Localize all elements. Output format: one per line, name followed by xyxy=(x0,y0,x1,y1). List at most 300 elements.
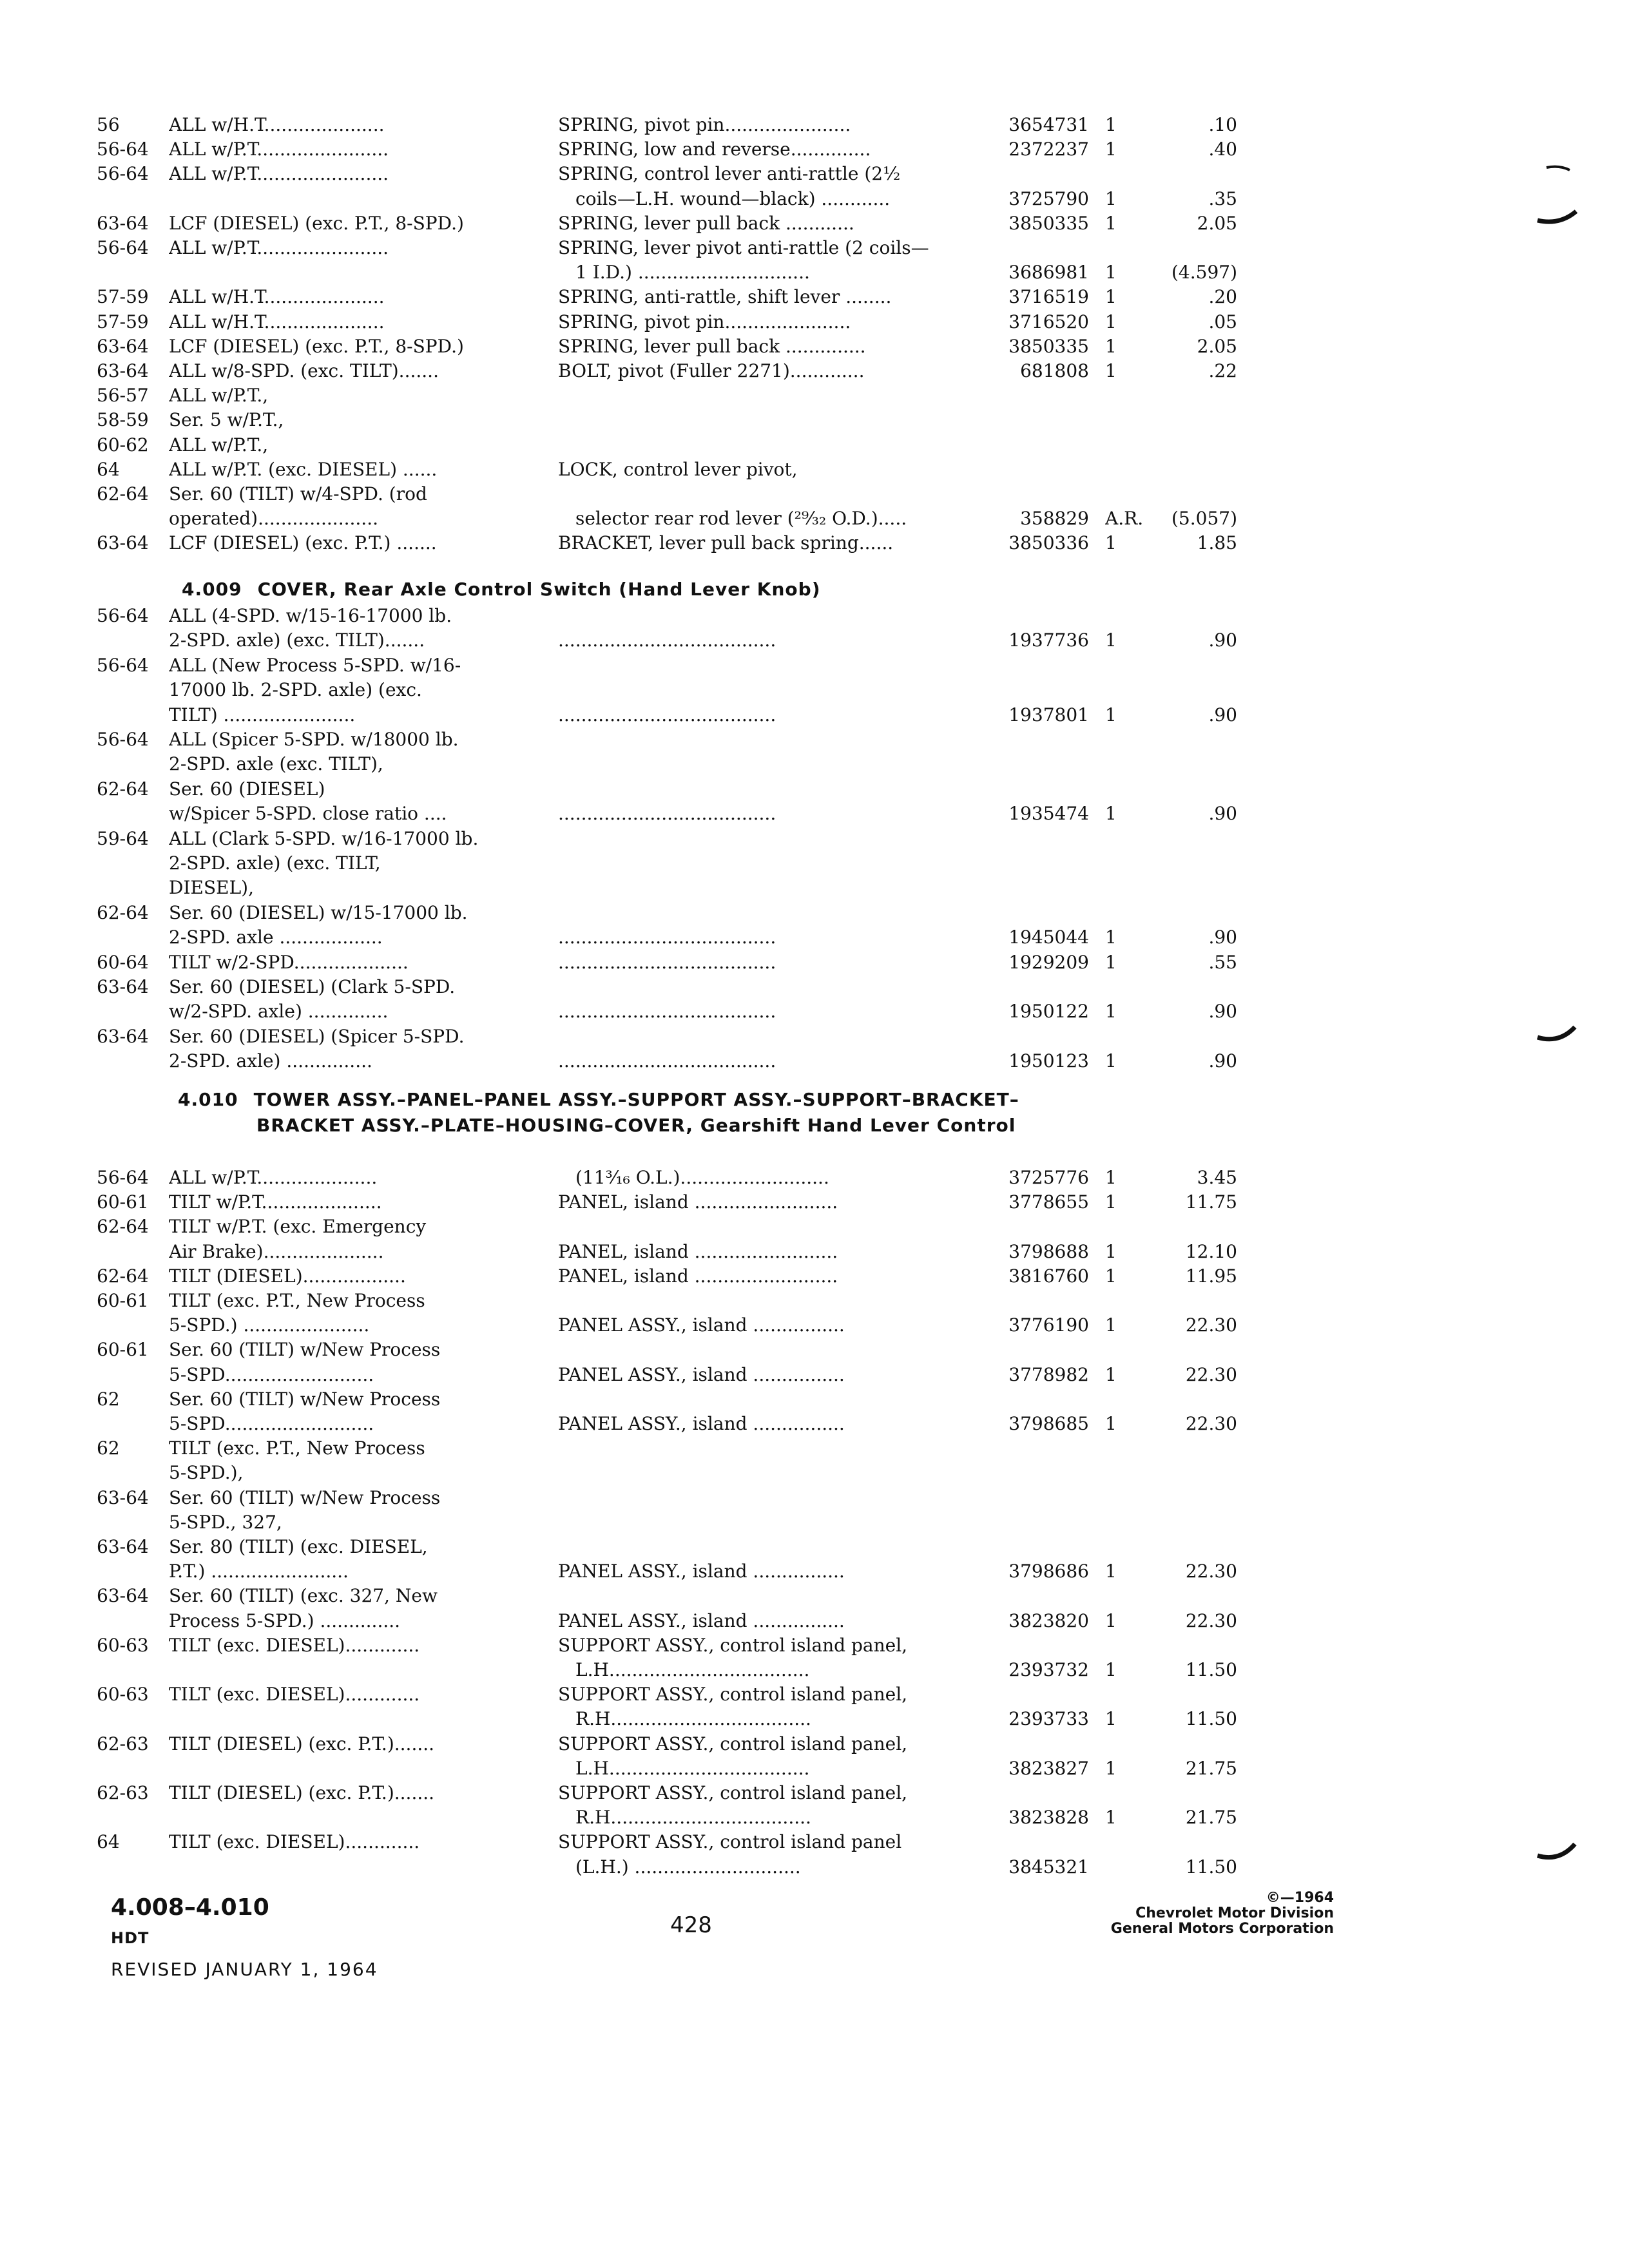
model-years: 63-64 xyxy=(97,532,149,554)
application: TILT (DIESEL).................. xyxy=(169,1265,406,1287)
application: ALL w/P.T....................... xyxy=(169,139,389,160)
catalog-row xyxy=(0,1166,1629,1192)
quantity: 1 xyxy=(1105,335,1117,357)
application: TILT w/2-SPD.................... xyxy=(169,951,409,973)
application: ALL w/P.T. (exc. DIESEL) ...... xyxy=(169,458,438,480)
quantity: 1 xyxy=(1105,114,1117,135)
application: ALL w/P.T., xyxy=(169,434,269,456)
catalog-row xyxy=(0,1707,1629,1733)
application: TILT) ....................... xyxy=(169,704,356,726)
part-number: 1935474 xyxy=(1008,803,1089,825)
part-description: SUPPORT ASSY., control island panel, xyxy=(558,1782,908,1803)
quantity: 1 xyxy=(1105,262,1117,284)
quantity: 1 xyxy=(1105,1265,1117,1287)
catalog-row xyxy=(0,1289,1629,1315)
quantity: 1 xyxy=(1105,139,1117,160)
catalog-row xyxy=(0,1683,1629,1709)
part-number: 1945044 xyxy=(1008,927,1089,948)
quantity: 1 xyxy=(1105,212,1117,234)
application: 17000 lb. 2-SPD. axle) (exc. xyxy=(169,679,422,701)
catalog-row xyxy=(0,507,1629,533)
quantity: 1 xyxy=(1105,704,1117,726)
part-number: 3850335 xyxy=(1008,335,1089,357)
application: TILT (DIESEL) (exc. P.T.)....... xyxy=(169,1782,435,1803)
part-description: BRACKET, lever pull back spring...... xyxy=(558,532,894,554)
catalog-row xyxy=(0,532,1629,557)
catalog-row xyxy=(0,778,1629,803)
part-number: 3823827 xyxy=(1008,1757,1089,1779)
price: 2.05 xyxy=(1197,335,1237,357)
catalog-row xyxy=(0,704,1629,729)
catalog-row xyxy=(0,951,1629,977)
section-number: 4.010 xyxy=(178,1089,238,1110)
part-number: 3850335 xyxy=(1008,212,1089,234)
catalog-row xyxy=(0,1634,1629,1660)
model-years: 60-62 xyxy=(97,434,149,456)
part-number: 3845321 xyxy=(1008,1856,1089,1878)
catalog-row xyxy=(0,975,1629,1001)
part-description: (L.H.) ............................. xyxy=(575,1856,801,1878)
part-description: coils—L.H. wound—black) ............ xyxy=(575,187,891,209)
catalog-row xyxy=(0,753,1629,778)
price: 1.85 xyxy=(1197,532,1237,554)
price: .90 xyxy=(1208,803,1237,825)
catalog-row xyxy=(0,1338,1629,1364)
price: .22 xyxy=(1208,360,1237,381)
footer-revised-date: REVISED JANUARY 1, 1964 xyxy=(111,1959,378,1980)
section-heading-4010-line2 xyxy=(256,1115,1016,1136)
quantity: 1 xyxy=(1105,187,1117,209)
catalog-row xyxy=(0,236,1629,262)
part-number: 3716520 xyxy=(1008,311,1089,332)
application: 5-SPD., 327, xyxy=(169,1511,282,1533)
application: ALL w/H.T..................... xyxy=(169,286,385,308)
price: .90 xyxy=(1208,1001,1237,1023)
price: 11.50 xyxy=(1185,1856,1237,1878)
model-years: 62-64 xyxy=(97,483,149,505)
application: ALL w/P.T..................... xyxy=(169,1167,378,1188)
catalog-row xyxy=(0,802,1629,828)
binder-mark-bottom xyxy=(1534,1830,1585,1869)
catalog-row xyxy=(0,187,1629,213)
page-number: 428 xyxy=(670,1912,712,1938)
quantity: 1 xyxy=(1105,286,1117,308)
quantity: 1 xyxy=(1105,1050,1117,1072)
price: .40 xyxy=(1208,139,1237,160)
application: Ser. 5 w/P.T., xyxy=(169,409,284,431)
part-number: 3725776 xyxy=(1008,1167,1089,1188)
catalog-row xyxy=(0,1658,1629,1684)
price: (5.057) xyxy=(1171,508,1237,530)
model-years: 62 xyxy=(97,1437,120,1459)
price: 22.30 xyxy=(1185,1413,1237,1434)
application: TILT (exc. DIESEL)............. xyxy=(169,1831,420,1853)
catalog-row xyxy=(0,1560,1629,1586)
model-years: 56-64 xyxy=(97,237,149,258)
catalog-row xyxy=(0,1782,1629,1807)
model-years: 63-64 xyxy=(97,335,149,357)
model-years: 62-64 xyxy=(97,901,149,923)
catalog-row xyxy=(0,1535,1629,1561)
part-description: LOCK, control lever pivot, xyxy=(558,458,798,480)
model-years: 56-57 xyxy=(97,385,149,407)
part-number: 3654731 xyxy=(1008,114,1089,135)
model-years: 62-63 xyxy=(97,1733,149,1754)
application: 5-SPD.......................... xyxy=(169,1413,374,1434)
application: TILT (exc. DIESEL)............. xyxy=(169,1634,420,1656)
catalog-row xyxy=(0,138,1629,164)
application: ALL w/8-SPD. (exc. TILT)....... xyxy=(169,360,439,381)
part-description: ...................................... xyxy=(558,803,776,825)
application: P.T.) ........................ xyxy=(169,1561,349,1582)
catalog-row xyxy=(0,1584,1629,1610)
price: .90 xyxy=(1208,629,1237,651)
part-number: 3850336 xyxy=(1008,532,1089,554)
quantity: 1 xyxy=(1105,1610,1117,1631)
model-years: 63-64 xyxy=(97,1536,149,1557)
application: LCF (DIESEL) (exc. P.T., 8-SPD.) xyxy=(169,212,464,234)
part-number: 3823820 xyxy=(1008,1610,1089,1631)
price: .55 xyxy=(1208,951,1237,973)
application: Ser. 60 (TILT) w/New Process xyxy=(169,1486,441,1508)
model-years: 62-63 xyxy=(97,1782,149,1803)
part-number: 3816760 xyxy=(1008,1265,1089,1287)
price: 22.30 xyxy=(1185,1561,1237,1582)
part-number: 1950122 xyxy=(1008,1001,1089,1023)
catalog-row xyxy=(0,1733,1629,1758)
part-description: SPRING, low and reverse.............. xyxy=(558,139,871,160)
price: .90 xyxy=(1208,927,1237,948)
part-number: 3686981 xyxy=(1008,262,1089,284)
application: Ser. 60 (TILT) w/4-SPD. (rod xyxy=(169,483,427,505)
model-years: 63-64 xyxy=(97,1486,149,1508)
part-number: 3823828 xyxy=(1008,1807,1089,1829)
part-description: PANEL ASSY., island ................ xyxy=(558,1610,845,1631)
part-description: SPRING, pivot pin...................... xyxy=(558,114,851,135)
catalog-row xyxy=(0,434,1629,459)
model-years: 56-64 xyxy=(97,729,149,750)
application: ALL (Clark 5-SPD. w/16-17000 lb. xyxy=(169,827,479,849)
quantity: 1 xyxy=(1105,1757,1117,1779)
catalog-row xyxy=(0,1025,1629,1051)
part-description: PANEL ASSY., island ................ xyxy=(558,1413,845,1434)
part-number: 3798688 xyxy=(1008,1240,1089,1262)
application: TILT (exc. P.T., New Process xyxy=(169,1437,425,1459)
footer-section-range: 4.008–4.010 xyxy=(111,1894,269,1921)
application: 2-SPD. axle) (exc. TILT)....... xyxy=(169,629,425,651)
price: 12.10 xyxy=(1185,1240,1237,1262)
part-number: 1937801 xyxy=(1008,704,1089,726)
section-heading-4009 xyxy=(182,579,820,600)
application: ALL w/H.T..................... xyxy=(169,311,385,332)
catalog-row xyxy=(0,458,1629,484)
application: ALL w/P.T....................... xyxy=(169,163,389,185)
quantity: 1 xyxy=(1105,360,1117,381)
quantity: 1 xyxy=(1105,311,1117,332)
catalog-row xyxy=(0,1831,1629,1856)
model-years: 57-59 xyxy=(97,311,149,332)
part-description: SUPPORT ASSY., control island panel, xyxy=(558,1733,908,1754)
model-years: 56-64 xyxy=(97,654,149,676)
part-description: L.H................................... xyxy=(575,1659,810,1680)
part-number: 2393732 xyxy=(1008,1659,1089,1680)
part-description: ...................................... xyxy=(558,927,776,948)
model-years: 62-64 xyxy=(97,1265,149,1287)
catalog-row xyxy=(0,1215,1629,1241)
application: LCF (DIESEL) (exc. P.T.) ....... xyxy=(169,532,437,554)
part-number: 681808 xyxy=(1020,360,1089,381)
part-description: L.H................................... xyxy=(575,1757,810,1779)
catalog-row xyxy=(0,1806,1629,1832)
quantity: 1 xyxy=(1105,1807,1117,1829)
part-number: 1950123 xyxy=(1008,1050,1089,1072)
quantity: 1 xyxy=(1105,951,1117,973)
quantity: 1 xyxy=(1105,1191,1117,1213)
footer-division: Chevrolet Motor Division xyxy=(1135,1905,1334,1921)
application: TILT (exc. P.T., New Process xyxy=(169,1290,425,1311)
price: 11.95 xyxy=(1185,1265,1237,1287)
application: w/2-SPD. axle) .............. xyxy=(169,1001,389,1023)
catalog-row xyxy=(0,901,1629,927)
model-years: 56-64 xyxy=(97,139,149,160)
catalog-row xyxy=(0,212,1629,238)
model-years: 60-61 xyxy=(97,1339,149,1361)
catalog-row xyxy=(0,1314,1629,1340)
catalog-row xyxy=(0,1511,1629,1537)
part-description: 1 I.D.) .............................. xyxy=(575,262,810,284)
model-years: 56-64 xyxy=(97,605,149,626)
part-number: 358829 xyxy=(1020,508,1089,530)
model-years: 63-64 xyxy=(97,1585,149,1607)
application: TILT w/P.T..................... xyxy=(169,1191,382,1213)
catalog-row xyxy=(0,311,1629,336)
price: 21.75 xyxy=(1185,1807,1237,1829)
quantity: 1 xyxy=(1105,803,1117,825)
section-heading-4010 xyxy=(178,1089,1019,1110)
catalog-row xyxy=(0,285,1629,311)
price: 11.75 xyxy=(1185,1191,1237,1213)
catalog-row xyxy=(0,335,1629,361)
part-number: 1929209 xyxy=(1008,951,1089,973)
application: Ser. 60 (DIESEL) xyxy=(169,778,325,800)
application: 2-SPD. axle) ............... xyxy=(169,1050,372,1072)
model-years: 60-61 xyxy=(97,1290,149,1311)
part-description: PANEL, island ......................... xyxy=(558,1265,838,1287)
model-years: 62-64 xyxy=(97,778,149,800)
part-number: 1937736 xyxy=(1008,629,1089,651)
part-description: ...................................... xyxy=(558,1050,776,1072)
part-description: PANEL ASSY., island ................ xyxy=(558,1363,845,1385)
catalog-row xyxy=(0,1050,1629,1075)
model-years: 60-63 xyxy=(97,1684,149,1706)
model-years: 56-64 xyxy=(97,1167,149,1188)
model-years: 60-64 xyxy=(97,951,149,973)
part-description: PANEL, island ......................... xyxy=(558,1191,838,1213)
price: 22.30 xyxy=(1185,1363,1237,1385)
application: Ser. 60 (DIESEL) (Clark 5-SPD. xyxy=(169,976,456,997)
application: ALL w/P.T., xyxy=(169,385,269,407)
price: (4.597) xyxy=(1171,262,1237,284)
part-description: PANEL, island ......................... xyxy=(558,1240,838,1262)
catalog-row xyxy=(0,728,1629,754)
part-number: 3798686 xyxy=(1008,1561,1089,1582)
catalog-row xyxy=(0,360,1629,385)
quantity: 1 xyxy=(1105,1413,1117,1434)
application: Ser. 80 (TILT) (exc. DIESEL, xyxy=(169,1536,428,1557)
part-number: 3778982 xyxy=(1008,1363,1089,1385)
quantity: 1 xyxy=(1105,927,1117,948)
catalog-row xyxy=(0,162,1629,188)
price: 2.05 xyxy=(1197,212,1237,234)
part-description: SPRING, lever pull back ............ xyxy=(558,212,854,234)
price: .35 xyxy=(1208,187,1237,209)
application: Air Brake)..................... xyxy=(169,1240,384,1262)
price: 3.45 xyxy=(1197,1167,1237,1188)
part-description: SUPPORT ASSY., control island panel xyxy=(558,1831,902,1853)
application: TILT (exc. DIESEL)............. xyxy=(169,1684,420,1706)
binder-mark-top xyxy=(1534,161,1585,232)
application: Process 5-SPD.) .............. xyxy=(169,1610,401,1631)
application: 5-SPD.) ...................... xyxy=(169,1314,370,1336)
catalog-row xyxy=(0,876,1629,902)
catalog-row xyxy=(0,1757,1629,1783)
catalog-row xyxy=(0,1191,1629,1216)
part-description: SPRING, lever pivot anti-rattle (2 coils— xyxy=(558,237,929,258)
model-years: 64 xyxy=(97,458,120,480)
model-years: 62-64 xyxy=(97,1216,149,1238)
model-years: 56-64 xyxy=(97,163,149,185)
catalog-row xyxy=(0,1437,1629,1463)
catalog-row xyxy=(0,1856,1629,1881)
application: 5-SPD.), xyxy=(169,1462,244,1484)
application: Ser. 60 (TILT) (exc. 327, New xyxy=(169,1585,438,1607)
application: operated)..................... xyxy=(169,508,379,530)
application: Ser. 60 (DIESEL) w/15-17000 lb. xyxy=(169,901,468,923)
section-title-line2: BRACKET ASSY.–PLATE–HOUSING–COVER, Gearshift Hand Lever Control xyxy=(256,1115,1016,1136)
part-description: PANEL ASSY., island ................ xyxy=(558,1561,845,1582)
model-years: 58-59 xyxy=(97,409,149,431)
footer-corporation: General Motors Corporation xyxy=(1110,1921,1334,1937)
section-number: 4.009 xyxy=(182,579,242,600)
part-description: SPRING, anti-rattle, shift lever ........ xyxy=(558,286,892,308)
price: .90 xyxy=(1208,1050,1237,1072)
model-years: 57-59 xyxy=(97,286,149,308)
part-description: SPRING, lever pull back .............. xyxy=(558,335,866,357)
catalog-row xyxy=(0,483,1629,508)
model-years: 60-61 xyxy=(97,1191,149,1213)
application: Ser. 60 (TILT) w/New Process xyxy=(169,1339,441,1361)
price: 11.50 xyxy=(1185,1659,1237,1680)
catalog-row xyxy=(0,654,1629,680)
price: 11.50 xyxy=(1185,1708,1237,1730)
application: Ser. 60 (TILT) w/New Process xyxy=(169,1388,441,1410)
binder-mark-middle xyxy=(1534,1012,1585,1050)
catalog-row xyxy=(0,1363,1629,1389)
quantity: 1 xyxy=(1105,1363,1117,1385)
model-years: 60-63 xyxy=(97,1634,149,1656)
quantity: 1 xyxy=(1105,1240,1117,1262)
model-years: 64 xyxy=(97,1831,120,1853)
catalog-row xyxy=(0,629,1629,655)
part-number: 2393733 xyxy=(1008,1708,1089,1730)
quantity: 1 xyxy=(1105,1659,1117,1680)
catalog-row xyxy=(0,408,1629,434)
model-years: 56 xyxy=(97,114,120,135)
price: .90 xyxy=(1208,704,1237,726)
part-description: ...................................... xyxy=(558,704,776,726)
model-years: 59-64 xyxy=(97,827,149,849)
part-description: SUPPORT ASSY., control island panel, xyxy=(558,1684,908,1706)
quantity: 1 xyxy=(1105,1167,1117,1188)
part-description: (11³⁄₁₆ O.L.).......................... xyxy=(575,1167,829,1188)
application: 5-SPD.......................... xyxy=(169,1363,374,1385)
quantity: 1 xyxy=(1105,1708,1117,1730)
catalog-row xyxy=(0,1412,1629,1438)
application: ALL (Spicer 5-SPD. w/18000 lb. xyxy=(169,729,459,750)
quantity: 1 xyxy=(1105,532,1117,554)
part-description: ...................................... xyxy=(558,951,776,973)
price: 22.30 xyxy=(1185,1610,1237,1631)
quantity: A.R. xyxy=(1105,508,1144,530)
model-years: 63-64 xyxy=(97,212,149,234)
application: w/Spicer 5-SPD. close ratio .... xyxy=(169,803,447,825)
quantity: 1 xyxy=(1105,629,1117,651)
catalog-row xyxy=(0,384,1629,410)
part-description: BOLT, pivot (Fuller 2271)............. xyxy=(558,360,865,381)
section-title-line1: TOWER ASSY.–PANEL–PANEL ASSY.–SUPPORT ASSY.–SUPPORT–BRACKET– xyxy=(253,1089,1019,1110)
catalog-row xyxy=(0,604,1629,630)
catalog-row xyxy=(0,1461,1629,1487)
part-description: PANEL ASSY., island ................ xyxy=(558,1314,845,1336)
part-number: 3716519 xyxy=(1008,286,1089,308)
part-description: ...................................... xyxy=(558,1001,776,1023)
application: TILT w/P.T. (exc. Emergency xyxy=(169,1216,427,1238)
part-description: SPRING, control lever anti-rattle (2½ xyxy=(558,163,901,185)
part-number: 3778655 xyxy=(1008,1191,1089,1213)
part-description: SPRING, pivot pin...................... xyxy=(558,311,851,332)
price: .20 xyxy=(1208,286,1237,308)
application: ALL w/P.T....................... xyxy=(169,237,389,258)
application: ALL (New Process 5-SPD. w/16- xyxy=(169,654,461,676)
catalog-row xyxy=(0,1000,1629,1026)
catalog-row xyxy=(0,261,1629,287)
part-description: R.H................................... xyxy=(575,1807,811,1829)
catalog-row xyxy=(0,1486,1629,1512)
quantity: 1 xyxy=(1105,1314,1117,1336)
price: .10 xyxy=(1208,114,1237,135)
catalog-row xyxy=(0,827,1629,853)
price: .05 xyxy=(1208,311,1237,332)
catalog-row xyxy=(0,1240,1629,1266)
part-number: 3725790 xyxy=(1008,187,1089,209)
part-number: 3776190 xyxy=(1008,1314,1089,1336)
application: 2-SPD. axle .................. xyxy=(169,927,383,948)
section-title: COVER, Rear Axle Control Switch (Hand Lever Knob) xyxy=(257,579,821,600)
application: 2-SPD. axle (exc. TILT), xyxy=(169,753,383,775)
footer-copyright: ©—1964 xyxy=(1266,1890,1334,1906)
catalog-row xyxy=(0,852,1629,878)
model-years: 62 xyxy=(97,1388,120,1410)
part-description: selector rear rod lever (²⁹⁄₃₂ O.D.)..... xyxy=(575,508,907,530)
part-number: 2372237 xyxy=(1008,139,1089,160)
model-years: 63-64 xyxy=(97,1025,149,1047)
catalog-row xyxy=(0,1265,1629,1291)
model-years: 63-64 xyxy=(97,360,149,381)
catalog-row xyxy=(0,1388,1629,1414)
application: ALL (4-SPD. w/15-16-17000 lb. xyxy=(169,605,452,626)
quantity: 1 xyxy=(1105,1001,1117,1023)
price: 21.75 xyxy=(1185,1757,1237,1779)
